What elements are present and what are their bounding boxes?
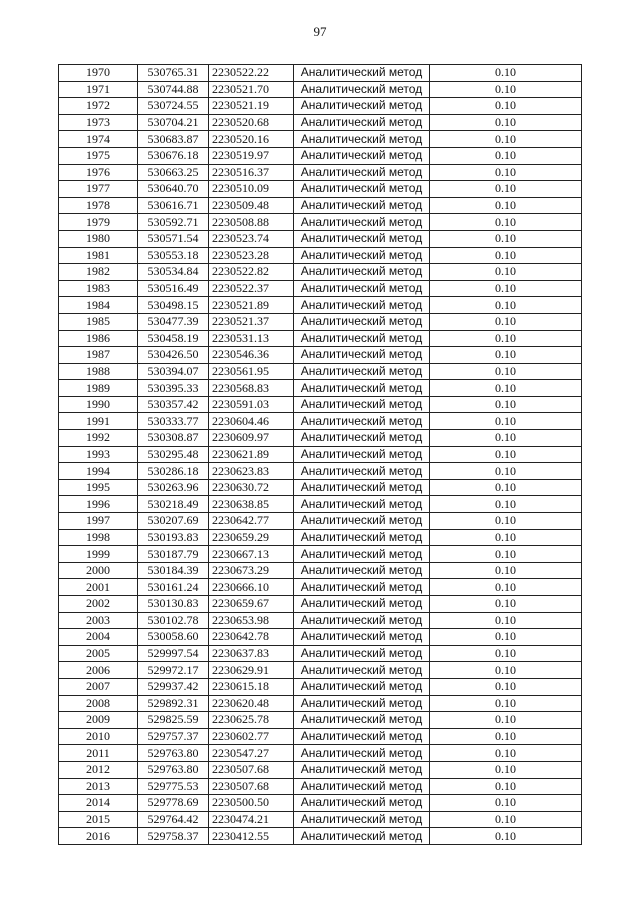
table-row (59, 164, 582, 181)
table-row (59, 380, 582, 397)
x-coordinate-cell: 530394.07 (138, 363, 209, 380)
point-number-cell: 2003 (59, 612, 138, 629)
accuracy-cell: 0.10 (430, 396, 582, 413)
method-cell: Аналитический метод (294, 463, 430, 480)
y-coordinate-cell: 2230519.97 (209, 147, 294, 164)
point-number-cell: 1992 (59, 430, 138, 447)
method-cell: Аналитический метод (294, 230, 430, 247)
y-coordinate-cell: 2230520.68 (209, 114, 294, 131)
method-cell: Аналитический метод (294, 347, 430, 364)
table-row (59, 712, 582, 729)
x-coordinate-cell: 529764.42 (138, 811, 209, 828)
method-cell: Аналитический метод (294, 247, 430, 264)
table-row (59, 662, 582, 679)
method-cell: Аналитический метод (294, 131, 430, 148)
x-coordinate-cell: 530161.24 (138, 579, 209, 596)
x-coordinate-cell: 530426.50 (138, 347, 209, 364)
x-coordinate-cell: 530616.71 (138, 197, 209, 214)
method-cell: Аналитический метод (294, 363, 430, 380)
y-coordinate-cell: 2230615.18 (209, 678, 294, 695)
x-coordinate-cell: 529763.80 (138, 745, 209, 762)
accuracy-cell: 0.10 (430, 678, 582, 695)
method-cell: Аналитический метод (294, 596, 430, 613)
x-coordinate-cell: 529757.37 (138, 728, 209, 745)
x-coordinate-cell: 530683.87 (138, 131, 209, 148)
point-number-cell: 1978 (59, 197, 138, 214)
point-number-cell: 2012 (59, 761, 138, 778)
method-cell: Аналитический метод (294, 164, 430, 181)
table-row (59, 612, 582, 629)
point-number-cell: 2004 (59, 629, 138, 646)
point-number-cell: 2006 (59, 662, 138, 679)
accuracy-cell: 0.10 (430, 446, 582, 463)
accuracy-cell: 0.10 (430, 430, 582, 447)
y-coordinate-cell: 2230522.82 (209, 264, 294, 281)
table-row (59, 529, 582, 546)
point-number-cell: 1998 (59, 529, 138, 546)
method-cell: Аналитический метод (294, 330, 430, 347)
table-row (59, 430, 582, 447)
point-number-cell: 1988 (59, 363, 138, 380)
y-coordinate-cell: 2230520.16 (209, 131, 294, 148)
x-coordinate-cell: 530534.84 (138, 264, 209, 281)
accuracy-cell: 0.10 (430, 413, 582, 430)
method-cell: Аналитический метод (294, 430, 430, 447)
table-row (59, 496, 582, 513)
accuracy-cell: 0.10 (430, 562, 582, 579)
accuracy-cell: 0.10 (430, 114, 582, 131)
point-number-cell: 1980 (59, 230, 138, 247)
x-coordinate-cell: 529937.42 (138, 678, 209, 695)
y-coordinate-cell: 2230638.85 (209, 496, 294, 513)
x-coordinate-cell: 530553.18 (138, 247, 209, 264)
accuracy-cell: 0.10 (430, 363, 582, 380)
x-coordinate-cell: 530193.83 (138, 529, 209, 546)
accuracy-cell: 0.10 (430, 264, 582, 281)
accuracy-cell: 0.10 (430, 65, 582, 82)
table-row (59, 695, 582, 712)
x-coordinate-cell: 530357.42 (138, 396, 209, 413)
method-cell: Аналитический метод (294, 98, 430, 115)
method-cell: Аналитический метод (294, 181, 430, 198)
y-coordinate-cell: 2230547.27 (209, 745, 294, 762)
x-coordinate-cell: 530184.39 (138, 562, 209, 579)
point-number-cell: 2014 (59, 795, 138, 812)
x-coordinate-cell: 530308.87 (138, 430, 209, 447)
method-cell: Аналитический метод (294, 297, 430, 314)
y-coordinate-cell: 2230602.77 (209, 728, 294, 745)
x-coordinate-cell: 530516.49 (138, 280, 209, 297)
point-number-cell: 1990 (59, 396, 138, 413)
x-coordinate-cell: 530704.21 (138, 114, 209, 131)
y-coordinate-cell: 2230629.91 (209, 662, 294, 679)
table-row (59, 247, 582, 264)
method-cell: Аналитический метод (294, 513, 430, 530)
accuracy-cell: 0.10 (430, 795, 582, 812)
y-coordinate-cell: 2230521.19 (209, 98, 294, 115)
accuracy-cell: 0.10 (430, 197, 582, 214)
point-number-cell: 1996 (59, 496, 138, 513)
page-number: 97 (313, 24, 327, 39)
point-number-cell: 2011 (59, 745, 138, 762)
method-cell: Аналитический метод (294, 612, 430, 629)
method-cell: Аналитический метод (294, 197, 430, 214)
method-cell: Аналитический метод (294, 147, 430, 164)
x-coordinate-cell: 529778.69 (138, 795, 209, 812)
point-number-cell: 1977 (59, 181, 138, 198)
point-number-cell: 2009 (59, 712, 138, 729)
y-coordinate-cell: 2230637.83 (209, 645, 294, 662)
point-number-cell: 1984 (59, 297, 138, 314)
y-coordinate-cell: 2230642.78 (209, 629, 294, 646)
table-row (59, 297, 582, 314)
accuracy-cell: 0.10 (430, 612, 582, 629)
y-coordinate-cell: 2230510.09 (209, 181, 294, 198)
accuracy-cell: 0.10 (430, 164, 582, 181)
table-row (59, 546, 582, 563)
point-number-cell: 2015 (59, 811, 138, 828)
x-coordinate-cell: 530640.70 (138, 181, 209, 198)
table-row (59, 629, 582, 646)
point-number-cell: 2016 (59, 828, 138, 845)
accuracy-cell: 0.10 (430, 181, 582, 198)
table-row (59, 347, 582, 364)
x-coordinate-cell: 530263.96 (138, 479, 209, 496)
table-row (59, 81, 582, 98)
x-coordinate-cell: 530676.18 (138, 147, 209, 164)
table-row (59, 264, 582, 281)
method-cell: Аналитический метод (294, 214, 430, 231)
y-coordinate-cell: 2230523.74 (209, 230, 294, 247)
table-row (59, 230, 582, 247)
table-row (59, 513, 582, 530)
table-row (59, 147, 582, 164)
y-coordinate-cell: 2230609.97 (209, 430, 294, 447)
point-number-cell: 1983 (59, 280, 138, 297)
point-number-cell: 1995 (59, 479, 138, 496)
table-row (59, 197, 582, 214)
table-row (59, 363, 582, 380)
coordinates-table-body (59, 65, 582, 845)
accuracy-cell: 0.10 (430, 596, 582, 613)
table-row (59, 745, 582, 762)
method-cell: Аналитический метод (294, 114, 430, 131)
y-coordinate-cell: 2230531.13 (209, 330, 294, 347)
point-number-cell: 1975 (59, 147, 138, 164)
x-coordinate-cell: 530207.69 (138, 513, 209, 530)
accuracy-cell: 0.10 (430, 313, 582, 330)
y-coordinate-cell: 2230653.98 (209, 612, 294, 629)
method-cell: Аналитический метод (294, 496, 430, 513)
table-row (59, 114, 582, 131)
table-row (59, 761, 582, 778)
table-row (59, 645, 582, 662)
point-number-cell: 1989 (59, 380, 138, 397)
method-cell: Аналитический метод (294, 264, 430, 281)
table-row (59, 131, 582, 148)
method-cell: Аналитический метод (294, 413, 430, 430)
table-row (59, 463, 582, 480)
y-coordinate-cell: 2230625.78 (209, 712, 294, 729)
point-number-cell: 1997 (59, 513, 138, 530)
point-number-cell: 1985 (59, 313, 138, 330)
point-number-cell: 1971 (59, 81, 138, 98)
accuracy-cell: 0.10 (430, 629, 582, 646)
x-coordinate-cell: 530102.78 (138, 612, 209, 629)
point-number-cell: 1994 (59, 463, 138, 480)
x-coordinate-cell: 530477.39 (138, 313, 209, 330)
x-coordinate-cell: 530592.71 (138, 214, 209, 231)
point-number-cell: 2001 (59, 579, 138, 596)
point-number-cell: 2000 (59, 562, 138, 579)
accuracy-cell: 0.10 (430, 496, 582, 513)
table-row (59, 313, 582, 330)
table-row (59, 396, 582, 413)
table-row (59, 98, 582, 115)
method-cell: Аналитический метод (294, 712, 430, 729)
method-cell: Аналитический метод (294, 396, 430, 413)
accuracy-cell: 0.10 (430, 131, 582, 148)
y-coordinate-cell: 2230500.50 (209, 795, 294, 812)
y-coordinate-cell: 2230521.89 (209, 297, 294, 314)
x-coordinate-cell: 530498.15 (138, 297, 209, 314)
point-number-cell: 2002 (59, 596, 138, 613)
accuracy-cell: 0.10 (430, 330, 582, 347)
method-cell: Аналитический метод (294, 828, 430, 845)
x-coordinate-cell: 530286.18 (138, 463, 209, 480)
table-row (59, 795, 582, 812)
y-coordinate-cell: 2230623.83 (209, 463, 294, 480)
table-row (59, 446, 582, 463)
y-coordinate-cell: 2230604.46 (209, 413, 294, 430)
table-row (59, 413, 582, 430)
accuracy-cell: 0.10 (430, 778, 582, 795)
x-coordinate-cell: 530333.77 (138, 413, 209, 430)
method-cell: Аналитический метод (294, 678, 430, 695)
x-coordinate-cell: 529892.31 (138, 695, 209, 712)
method-cell: Аналитический метод (294, 579, 430, 596)
x-coordinate-cell: 530395.33 (138, 380, 209, 397)
accuracy-cell: 0.10 (430, 662, 582, 679)
accuracy-cell: 0.10 (430, 761, 582, 778)
x-coordinate-cell: 529763.80 (138, 761, 209, 778)
table-row (59, 479, 582, 496)
table-row (59, 562, 582, 579)
y-coordinate-cell: 2230412.55 (209, 828, 294, 845)
point-number-cell: 2010 (59, 728, 138, 745)
table-row (59, 280, 582, 297)
method-cell: Аналитический метод (294, 728, 430, 745)
x-coordinate-cell: 530765.31 (138, 65, 209, 82)
method-cell: Аналитический метод (294, 479, 430, 496)
accuracy-cell: 0.10 (430, 645, 582, 662)
y-coordinate-cell: 2230673.29 (209, 562, 294, 579)
y-coordinate-cell: 2230521.37 (209, 313, 294, 330)
table-row (59, 579, 582, 596)
method-cell: Аналитический метод (294, 280, 430, 297)
y-coordinate-cell: 2230516.37 (209, 164, 294, 181)
x-coordinate-cell: 530571.54 (138, 230, 209, 247)
accuracy-cell: 0.10 (430, 745, 582, 762)
y-coordinate-cell: 2230521.70 (209, 81, 294, 98)
accuracy-cell: 0.10 (430, 347, 582, 364)
accuracy-cell: 0.10 (430, 81, 582, 98)
method-cell: Аналитический метод (294, 529, 430, 546)
y-coordinate-cell: 2230591.03 (209, 396, 294, 413)
method-cell: Аналитический метод (294, 380, 430, 397)
y-coordinate-cell: 2230508.88 (209, 214, 294, 231)
accuracy-cell: 0.10 (430, 463, 582, 480)
table-row (59, 811, 582, 828)
y-coordinate-cell: 2230667.13 (209, 546, 294, 563)
accuracy-cell: 0.10 (430, 513, 582, 530)
point-number-cell: 1979 (59, 214, 138, 231)
point-number-cell: 1976 (59, 164, 138, 181)
y-coordinate-cell: 2230666.10 (209, 579, 294, 596)
point-number-cell: 2007 (59, 678, 138, 695)
point-number-cell: 1991 (59, 413, 138, 430)
accuracy-cell: 0.10 (430, 712, 582, 729)
x-coordinate-cell: 530458.19 (138, 330, 209, 347)
point-number-cell: 2013 (59, 778, 138, 795)
x-coordinate-cell: 530295.48 (138, 446, 209, 463)
x-coordinate-cell: 529997.54 (138, 645, 209, 662)
y-coordinate-cell: 2230507.68 (209, 778, 294, 795)
method-cell: Аналитический метод (294, 446, 430, 463)
table-row (59, 678, 582, 695)
point-number-cell: 1987 (59, 347, 138, 364)
x-coordinate-cell: 530744.88 (138, 81, 209, 98)
x-coordinate-cell: 530058.60 (138, 629, 209, 646)
method-cell: Аналитический метод (294, 745, 430, 762)
accuracy-cell: 0.10 (430, 280, 582, 297)
coordinates-table (58, 64, 582, 845)
method-cell: Аналитический метод (294, 662, 430, 679)
x-coordinate-cell: 529758.37 (138, 828, 209, 845)
method-cell: Аналитический метод (294, 629, 430, 646)
y-coordinate-cell: 2230621.89 (209, 446, 294, 463)
method-cell: Аналитический метод (294, 65, 430, 82)
method-cell: Аналитический метод (294, 811, 430, 828)
method-cell: Аналитический метод (294, 795, 430, 812)
accuracy-cell: 0.10 (430, 297, 582, 314)
y-coordinate-cell: 2230568.83 (209, 380, 294, 397)
table-row (59, 728, 582, 745)
y-coordinate-cell: 2230630.72 (209, 479, 294, 496)
accuracy-cell: 0.10 (430, 579, 582, 596)
table-row (59, 828, 582, 845)
table-row (59, 214, 582, 231)
table-row (59, 778, 582, 795)
x-coordinate-cell: 530724.55 (138, 98, 209, 115)
point-number-cell: 2005 (59, 645, 138, 662)
x-coordinate-cell: 529775.53 (138, 778, 209, 795)
y-coordinate-cell: 2230642.77 (209, 513, 294, 530)
accuracy-cell: 0.10 (430, 147, 582, 164)
x-coordinate-cell: 530218.49 (138, 496, 209, 513)
y-coordinate-cell: 2230522.37 (209, 280, 294, 297)
x-coordinate-cell: 530187.79 (138, 546, 209, 563)
method-cell: Аналитический метод (294, 761, 430, 778)
point-number-cell: 1986 (59, 330, 138, 347)
method-cell: Аналитический метод (294, 645, 430, 662)
accuracy-cell: 0.10 (430, 380, 582, 397)
method-cell: Аналитический метод (294, 546, 430, 563)
accuracy-cell: 0.10 (430, 546, 582, 563)
accuracy-cell: 0.10 (430, 247, 582, 264)
x-coordinate-cell: 529972.17 (138, 662, 209, 679)
point-number-cell: 1970 (59, 65, 138, 82)
x-coordinate-cell: 530663.25 (138, 164, 209, 181)
point-number-cell: 2008 (59, 695, 138, 712)
y-coordinate-cell: 2230546.36 (209, 347, 294, 364)
accuracy-cell: 0.10 (430, 214, 582, 231)
accuracy-cell: 0.10 (430, 529, 582, 546)
accuracy-cell: 0.10 (430, 98, 582, 115)
accuracy-cell: 0.10 (430, 828, 582, 845)
point-number-cell: 1972 (59, 98, 138, 115)
y-coordinate-cell: 2230507.68 (209, 761, 294, 778)
table-row (59, 65, 582, 82)
accuracy-cell: 0.10 (430, 811, 582, 828)
table-row (59, 596, 582, 613)
table-row (59, 330, 582, 347)
y-coordinate-cell: 2230659.67 (209, 596, 294, 613)
y-coordinate-cell: 2230659.29 (209, 529, 294, 546)
method-cell: Аналитический метод (294, 778, 430, 795)
table-row (59, 181, 582, 198)
x-coordinate-cell: 530130.83 (138, 596, 209, 613)
point-number-cell: 1974 (59, 131, 138, 148)
point-number-cell: 1993 (59, 446, 138, 463)
accuracy-cell: 0.10 (430, 728, 582, 745)
method-cell: Аналитический метод (294, 562, 430, 579)
method-cell: Аналитический метод (294, 81, 430, 98)
point-number-cell: 1973 (59, 114, 138, 131)
accuracy-cell: 0.10 (430, 230, 582, 247)
method-cell: Аналитический метод (294, 313, 430, 330)
point-number-cell: 1981 (59, 247, 138, 264)
y-coordinate-cell: 2230522.22 (209, 65, 294, 82)
accuracy-cell: 0.10 (430, 479, 582, 496)
y-coordinate-cell: 2230561.95 (209, 363, 294, 380)
point-number-cell: 1982 (59, 264, 138, 281)
y-coordinate-cell: 2230620.48 (209, 695, 294, 712)
y-coordinate-cell: 2230474.21 (209, 811, 294, 828)
method-cell: Аналитический метод (294, 695, 430, 712)
x-coordinate-cell: 529825.59 (138, 712, 209, 729)
y-coordinate-cell: 2230523.28 (209, 247, 294, 264)
point-number-cell: 1999 (59, 546, 138, 563)
y-coordinate-cell: 2230509.48 (209, 197, 294, 214)
accuracy-cell: 0.10 (430, 695, 582, 712)
